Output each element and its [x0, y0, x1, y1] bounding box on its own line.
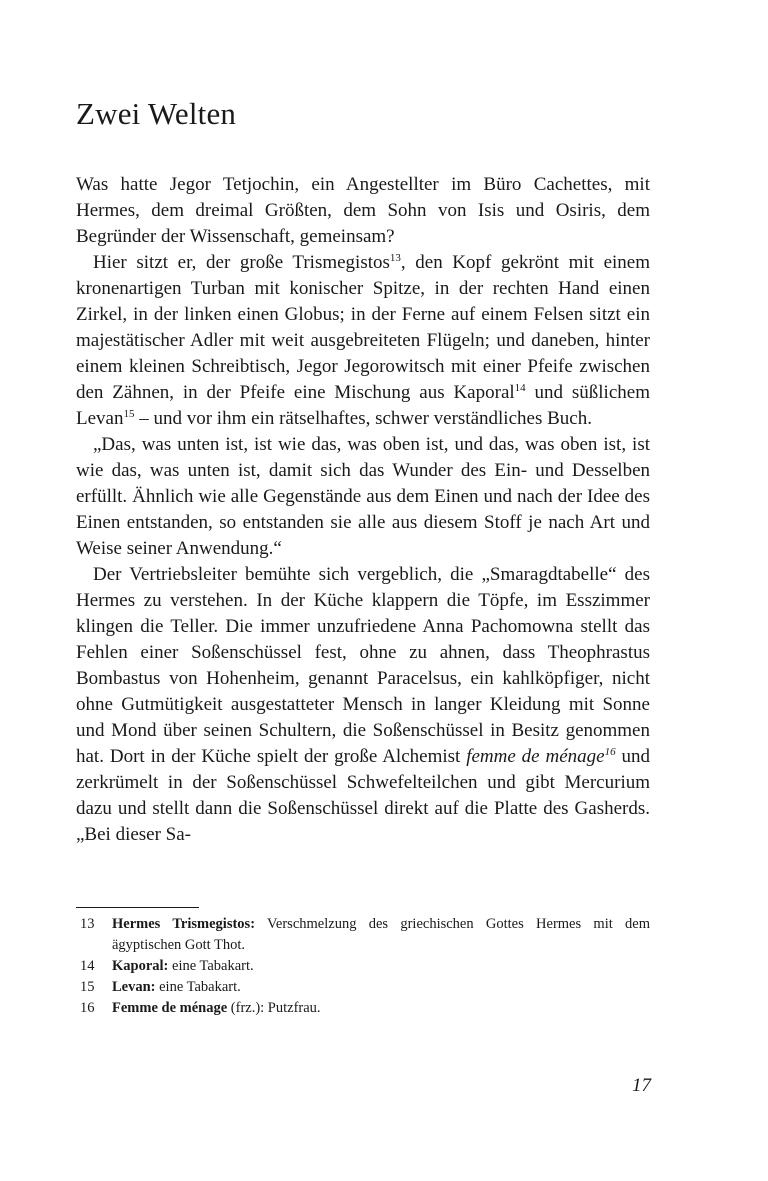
paragraph [76, 432, 650, 562]
footnote-ref[interactable]: 13 [389, 252, 401, 264]
footnotes [76, 914, 650, 1019]
italic-phrase: femme de ménage [466, 746, 605, 767]
footnote-term: Femme de ménage [112, 1000, 228, 1016]
paragraph-text: Was hatte Jegor Tetjochin, ein Angestellter im Büro Cachettes, mit Hermes, dem dreimal Größten, dem Sohn von Isis und Osiris, dem Begründer der Wissenschaft, gemeinsam? [76, 174, 650, 247]
footnote-number: 16 [80, 1000, 95, 1016]
footnote-term: Hermes Trismegistos: [112, 916, 256, 932]
chapter-title: Zwei Welten [76, 96, 237, 131]
footnote-definition: eine Tabakart. [168, 958, 254, 974]
footnote-number: 13 [80, 916, 95, 932]
footnote-definition: eine Tabakart. [155, 979, 241, 995]
footnote-ref[interactable]: 15 [123, 408, 135, 420]
footnote-ref[interactable]: 16 [604, 746, 616, 758]
footnote-definition: Verschmelzung des griechischen Gottes Hermes mit dem ägyptischen Gott Thot. [112, 916, 651, 953]
footnote [76, 998, 650, 1019]
footnote-definition: (frz.): Putzfrau. [227, 1000, 321, 1016]
paragraph-text: , den Kopf gekrönt mit einem kronenartigen Turban mit konischer Spitze, in der rechten Hand einen Zirkel, in der linken einen Globus; in der Ferne auf einem Felsen sitzt ein majestätischer Adler mit weit ausgebreiteten Flügeln; und daneben, hinter einem kleinen Schreibtisch, Jegor Jegorowitsch mit einer Pfeife zwischen den Zähnen, in der Pfeife eine Mischung aus Kaporal [76, 252, 650, 403]
footnote-text [112, 914, 650, 956]
footnote-divider [76, 907, 199, 908]
footnote-text [112, 998, 650, 1019]
paragraph-text: und süßlichem Levan [76, 382, 650, 429]
footnote-text [112, 956, 650, 977]
footnote [76, 914, 650, 956]
page-number: 17 [632, 1075, 651, 1096]
footnote [76, 977, 650, 998]
paragraph [76, 562, 650, 848]
paragraph [76, 250, 650, 432]
footnote-ref[interactable]: 14 [514, 382, 526, 394]
paragraph-text: Der Vertriebsleiter bemühte sich vergeblich, die „Smaragdtabelle“ des Hermes zu verstehen. In der Küche klappern die Töpfe, im Esszimmer klingen die Teller. Die immer unzufriedene Anna Pachomowna stellt das Fehlen einer Soßenschüssel fest, ohne zu ahnen, dass Theophrastus Bombastus von Hohenheim, genannt Paracelsus, ein kahlköpfiger, nicht ohne Gutmütigkeit ausgestatteter Mensch in langer Kleidung mit Sonne und Mond über seinen Schultern, die Soßenschüssel in Besitz genommen hat. Dort in der Küche spielt der große Alchemist [76, 564, 650, 767]
paragraph-text: – und vor ihm ein rätselhaftes, schwer verständliches Buch. [134, 408, 592, 429]
footnote-term: Kaporal: [112, 958, 169, 974]
body-text [76, 172, 650, 848]
footnote-number: 14 [80, 958, 95, 974]
paragraph-text: Hier sitzt er, der große Trismegistos [93, 252, 390, 273]
footnote-term: Levan: [112, 979, 156, 995]
paragraph-text: „Das, was unten ist, ist wie das, was oben ist, und das, was oben ist, ist wie das, was unten ist, damit sich das Wunder des Ein- und Desselben erfüllt. Ähnlich wie alle Gegenstände aus dem Einen und nach der Idee des Einen entstanden, so entstanden sie alle aus diesem Stoff je nach Art und Weise seiner Anwendung.“ [76, 434, 650, 559]
paragraph [76, 172, 650, 250]
footnote-text [112, 977, 650, 998]
footnote-number: 15 [80, 979, 95, 995]
paragraph-text: und zerkrümelt in der Soßenschüssel Schwefelteilchen und gibt Mercurium dazu und stellt dann die Soßenschüssel direkt auf die Platte des Gasherds. „Bei dieser Sa- [76, 746, 651, 845]
footnote [76, 956, 650, 977]
